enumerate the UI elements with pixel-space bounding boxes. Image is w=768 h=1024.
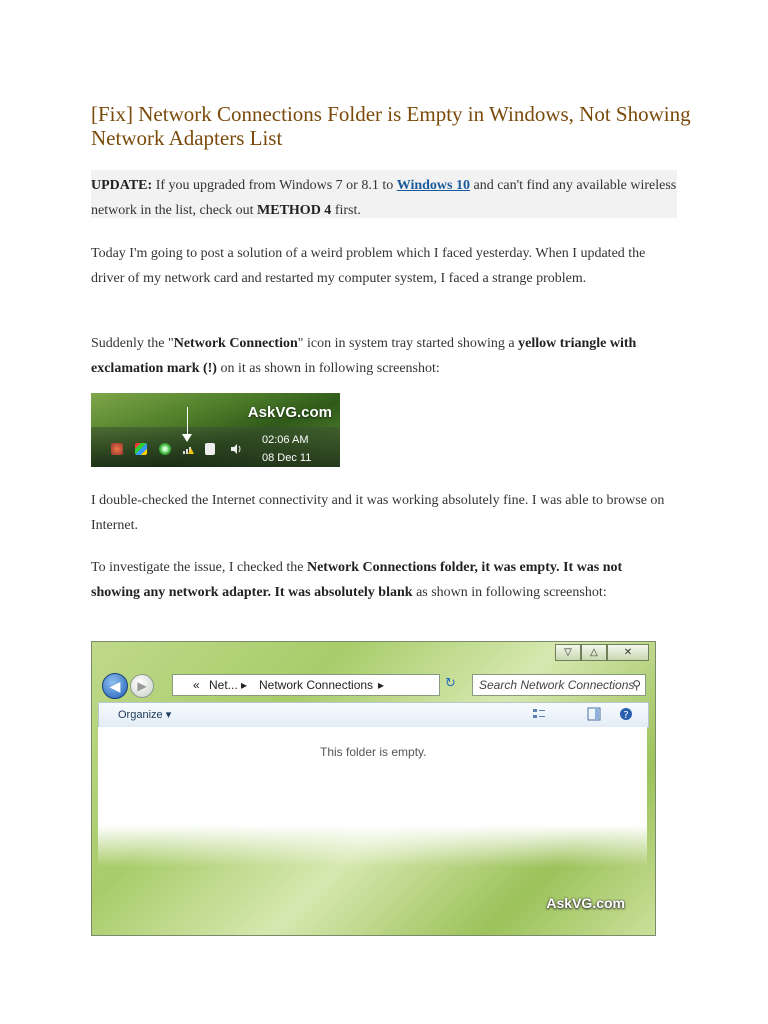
- forward-button[interactable]: ▶: [130, 674, 154, 698]
- pointer-arrow-icon: [182, 434, 192, 442]
- tray-screenshot: [91, 393, 340, 467]
- device-icon: [205, 443, 215, 455]
- tray-clock: [262, 431, 311, 467]
- investigate-text-1: To investigate the issue, I checked the: [91, 560, 307, 575]
- minimize-button[interactable]: ▽: [555, 644, 581, 661]
- tray-date: 08 Dec 11: [262, 452, 312, 464]
- address-bar[interactable]: [172, 674, 440, 696]
- window-controls: [555, 644, 649, 660]
- update-text-1: If you upgraded from Windows 7 or 8.1 to: [152, 178, 397, 193]
- symptom-text-3: on it as shown in following screenshot:: [216, 361, 440, 376]
- maximize-button[interactable]: △: [581, 644, 607, 661]
- address-chevron-1[interactable]: ▸: [241, 678, 248, 692]
- symptom-text-1: Suddenly the ": [91, 336, 174, 351]
- address-chevron-2[interactable]: ▸: [378, 678, 385, 692]
- search-icon[interactable]: ⚲: [632, 678, 641, 692]
- address-overflow[interactable]: «: [193, 678, 200, 692]
- explorer-screenshot: [91, 641, 656, 936]
- watermark: AskVG.com: [546, 895, 625, 911]
- shield-icon: [111, 443, 123, 455]
- back-button[interactable]: ◀: [102, 673, 128, 699]
- windows-10-link[interactable]: Windows 10: [396, 178, 470, 193]
- circle-icon: [159, 443, 171, 455]
- paragraph-symptom: [91, 331, 671, 381]
- method-4-text: METHOD 4: [257, 203, 332, 218]
- empty-folder-message: This folder is empty.: [320, 745, 427, 759]
- investigate-text-2: as shown in following screenshot:: [412, 585, 607, 600]
- update-text-3: first.: [331, 203, 361, 218]
- close-button[interactable]: ✕: [607, 644, 649, 661]
- paragraph-connectivity: I double-checked the Internet connectivity and it was working absolutely fine. I was able to browse on Internet.: [91, 493, 665, 533]
- paragraph-intro: Today I'm going to post a solution of a weird problem which I faced yesterday. When I updated the driver of my network card and restarted my computer system, I faced a strange problem.: [91, 246, 646, 286]
- update-label: UPDATE:: [91, 178, 153, 193]
- speaker-icon: [230, 443, 242, 455]
- search-placeholder: Search Network Connections: [479, 678, 635, 692]
- address-segment-network-connections[interactable]: Network Connections: [259, 678, 374, 692]
- tray-brand: AskVG.com: [247, 404, 332, 421]
- flag-icon: [135, 443, 147, 455]
- tray-time: 02:06 AM: [262, 434, 309, 446]
- symptom-bold-2: yellow triangle with exclamation mark (!): [91, 336, 637, 376]
- update-text-2: and can't find any available wireless network in the list, check out: [91, 178, 677, 218]
- help-icon[interactable]: [619, 707, 633, 721]
- view-options-icon[interactable]: [532, 707, 546, 721]
- svg-text:?: ?: [623, 710, 629, 721]
- investigate-bold: Network Connections folder, it was empty. It was not showing any network adapter. It was absolutely blank: [91, 560, 623, 600]
- preview-pane-icon[interactable]: [587, 707, 601, 721]
- network-warning-icon: [182, 443, 194, 455]
- article-title: [Fix] Network Connections Folder is Empty in Windows, Not Showing Network Adapters List: [91, 102, 691, 150]
- paragraph-investigate: [91, 555, 671, 605]
- address-segment-net[interactable]: Net...: [209, 678, 238, 692]
- explorer-toolbar: [98, 702, 649, 728]
- folder-content: [98, 727, 647, 867]
- symptom-text-2: " icon in system tray started showing a: [297, 336, 519, 351]
- search-input[interactable]: [472, 674, 646, 696]
- refresh-icon[interactable]: ↻: [445, 675, 456, 690]
- organize-button[interactable]: Organize ▾: [118, 709, 172, 721]
- update-notice: [91, 170, 677, 218]
- symptom-bold-1: Network Connection: [173, 336, 298, 351]
